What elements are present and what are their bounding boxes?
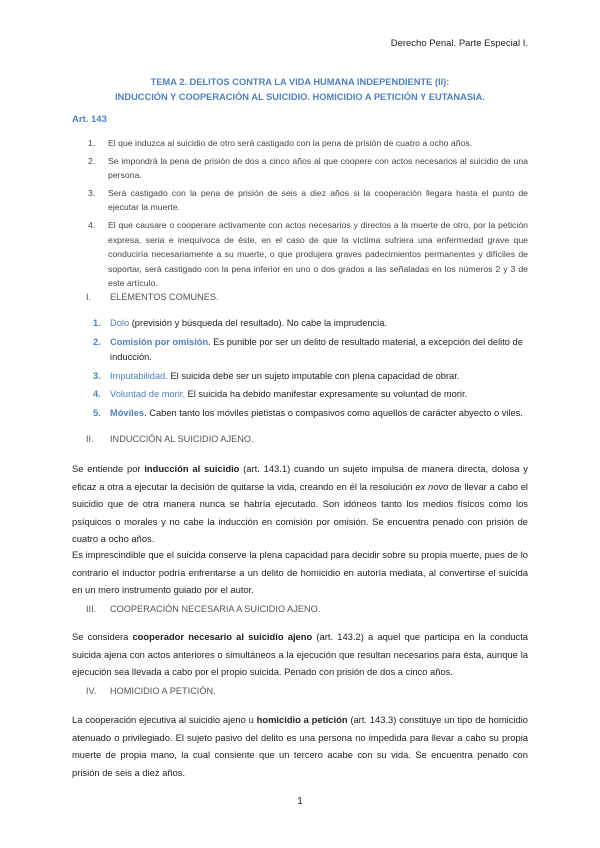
list-item [93,406,533,422]
section-title: HOMICIDIO A PETICIÓN. [110,686,216,696]
list-item-term: Imputabilidad. [110,370,168,381]
text-run: de llevar a cabo el suicidio que de otra manera nunca se habría ejecutado. Son idóneos tanto los medios físicos como los psíquicos o morales y no cabe la inducción en comisión por omisión. Se encuentra penado con prisión de cuatro a ocho años. [72,480,528,545]
text-run: (art. 143.3) constituye un tipo de homicidio atenuado o privilegiado. El sujeto pasivo del delito es una persona no impedida para llevar a cabo su propia muerte de propia mano, la cual consiente que un tercero acabe con su vida. Se encuentra penado con prisión de seis a diez años. [72,714,528,778]
article-item [88,154,528,183]
list-item-number: 2. [93,336,101,347]
list-item-number: 1. [93,318,101,328]
section-title: COOPERACIÓN NECESARIA A SUICIDIO AJENO. [110,604,321,614]
section-title: INDUCCIÓN AL SUICIDIO AJENO. [110,434,254,444]
text-run: (art. 143.2) a aquel que participa en la conducta suicida ajena con actos anteriores o simultáneos a la ejecución que resultan necesarios para ésta, aunque la ejecución sea llevada a cabo por el propio suicida. Penado con prisión de dos a cinco años. [72,631,529,678]
list-item-number: 3. [93,370,101,381]
title-line-1: TEMA 2. DELITOS CONTRA LA VIDA HUMANA INDEPENDIENTE (II): [150,77,450,87]
list-item [93,316,533,332]
section-title: ELEMENTOS COMUNES. [110,292,219,302]
article-item [88,218,528,291]
section-heading-4 [86,686,216,696]
list-item [93,335,533,366]
paragraph-cooperacion [72,628,528,681]
title-line-2: INDUCCIÓN Y COOPERACIÓN AL SUICIDIO. HOMICIDIO A PETICIÓN Y EUTANASIA. [115,92,485,102]
section-heading-1 [86,292,219,302]
section-heading-2 [86,434,254,444]
text-run: Se entiende por [72,463,145,474]
text-run: La cooperación ejecutiva al suicidio ajeno u [72,714,257,725]
list-item-text: Es punible por ser un delito de resultado material, a excepción del delito de inducción. [110,336,523,363]
list-item-text: El suicida ha debido manifestar expresamente su voluntad de morir. [184,389,468,400]
document-title [60,75,540,105]
list-item-term: Móviles. [110,407,147,418]
section-numeral: III. [86,604,97,614]
list-item-text: El suicida debe ser un sujeto imputable con plena capacidad de obrar. [167,370,460,381]
list-item [93,387,533,403]
article-item-number: 2. [88,155,96,166]
italic-term: ex novo [415,480,449,492]
article-item-text: El que causare o cooperare activamente con actos necesarios y directos a la muerte de otro, por la petición expresa, seria e inequívoca de éste, en el caso de que la víctima sufriera una enfermedad grave que conduciría necesariamente a su muerte, o que produjera graves padecimientos permanentes y difíciles de soportar, será castigado con la pena inferior en uno o dos grados a las señaladas en los números 2 y 3 de este artículo. [108,219,528,289]
article-item [88,136,528,151]
page-number: 1 [297,796,303,807]
article-item-text: Será castigado con la pena de prisión de seis a diez años si la cooperación llegara hasta el punto de ejecutar la muerte. [108,187,528,213]
list-item-text: Caben tanto los móviles pietistas o compasivos como aquellos de carácter abyecto o viles. [146,407,523,418]
running-header: Derecho Penal. Parte Especial I. [390,38,528,49]
paragraph-induccion-2: Es imprescindible que el suicida conserve la plena capacidad para decidir sobre su propia muerte, pues de lo contrario el inductor podría enfrentarse a un delito de homicidio en autoría mediata, al convertirse el suicida en un mero instrumento guiado por el autor. [72,549,528,596]
article-item [88,186,528,215]
section-numeral: I. [86,292,92,302]
list-item-number: 4. [93,389,101,400]
list-item-number: 5. [93,407,101,418]
article-item-number: 1. [88,138,96,148]
article-list [88,136,528,294]
common-elements-list [93,316,533,425]
article-item-number: 4. [88,219,96,230]
text-run: Se considera [72,631,133,642]
list-item-term: Voluntad de morir. [110,389,185,400]
bold-term: homicidio a petición [256,714,348,725]
article-item-text: El que induzca al suicidio de otro será castigado con la pena de prisión de cuatro a ocho años. [108,138,473,148]
list-item-term: Dolo [110,318,130,328]
article-item-number: 3. [88,187,96,198]
list-item [93,369,533,385]
section-numeral: IV. [86,686,97,696]
text-run: (art. 143.1) cuando un sujeto impulsa de manera directa, dolosa y eficaz a otra a ejecutar la decisión de quitarse la vida, creando en él la resolución [72,463,528,492]
paragraph-homicidio [72,711,528,781]
list-item-term: Comisión por omisión. [110,336,211,347]
section-numeral: II. [86,434,94,444]
article-label: Art. 143 [72,114,107,125]
bold-term: cooperador necesario al suicidio ajeno [132,631,313,642]
article-item-text: Se impondrá la pena de prisión de dos a cinco años al que coopere con actos necesarios al suicidio de una persona. [108,155,528,181]
list-item-text: (previsión y búsqueda del resultado). No cabe la imprudencia. [129,318,388,328]
section-heading-3 [86,604,320,614]
bold-term: inducción al suicidio [144,463,240,474]
paragraph-induccion-1 [72,460,528,548]
